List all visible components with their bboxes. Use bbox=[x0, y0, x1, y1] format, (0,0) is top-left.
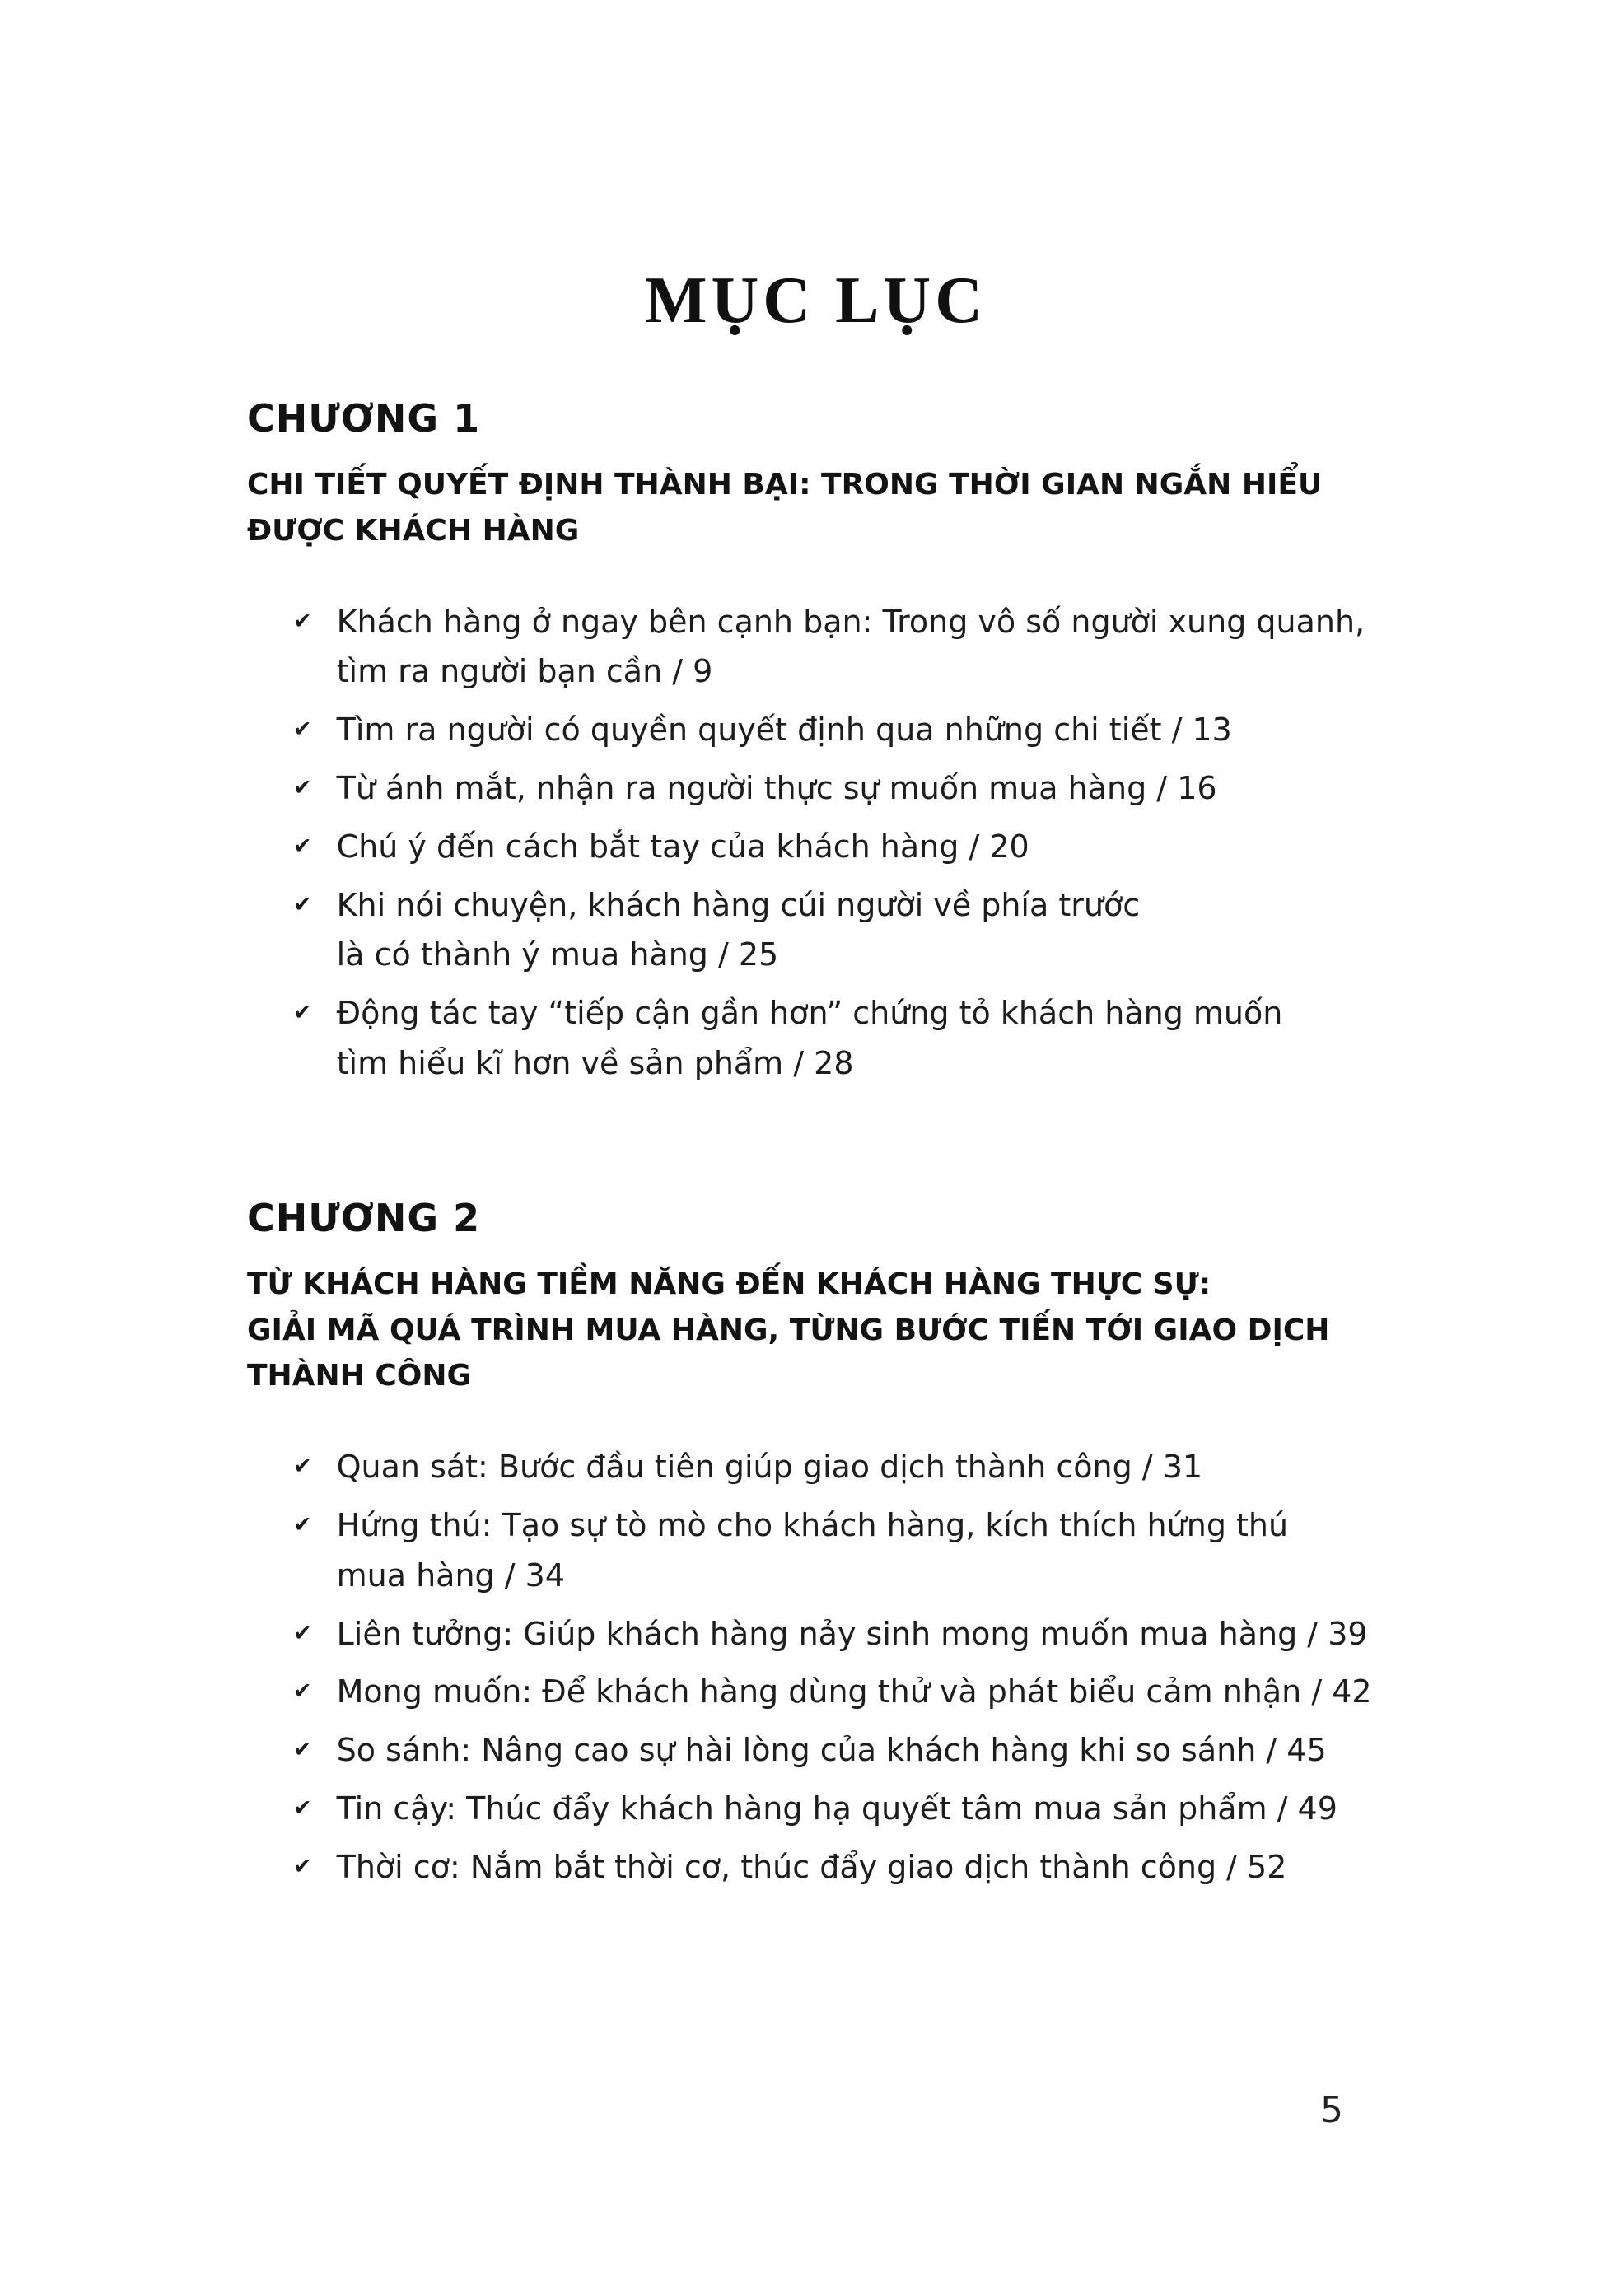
toc-item-line: Chú ý đến cách bắt tay của khách hàng / 20 bbox=[336, 828, 1029, 865]
toc-item bbox=[293, 1842, 1384, 1892]
chapter-subtitle-line: THÀNH CÔNG bbox=[247, 1359, 472, 1393]
toc-item-line: So sánh: Nâng cao sự hài lòng của khách hàng khi so sánh / 45 bbox=[336, 1732, 1327, 1769]
toc-item-text bbox=[337, 705, 1232, 755]
toc-item bbox=[293, 1725, 1384, 1776]
toc-item-line: tìm hiểu kĩ hơn về sản phẩm / 28 bbox=[336, 1044, 854, 1081]
toc-item bbox=[293, 988, 1384, 1089]
chapter-2-label: CHƯƠNG 2 bbox=[247, 1195, 481, 1240]
toc-item-line: Tin cậy: Thúc đẩy khách hàng hạ quyết tâm mua sản phẩm / 49 bbox=[336, 1790, 1337, 1827]
toc-item-line: Liên tưởng: Giúp khách hàng nảy sinh mong muốn mua hàng / 39 bbox=[336, 1615, 1368, 1652]
chapter-subtitle-line: GIẢI MÃ QUÁ TRÌNH MUA HÀNG, TỪNG BƯỚC TIẾN TỚI GIAO DỊCH bbox=[247, 1313, 1330, 1347]
toc-item-line: Khi nói chuyện, khách hàng cúi người về phía trước bbox=[336, 886, 1141, 923]
toc-item-line: Động tác tay “tiếp cận gần hơn” chứng tỏ khách hàng muốn bbox=[336, 995, 1283, 1032]
chapter-1-item-list bbox=[247, 597, 1384, 1089]
checkmark-icon: ✔ bbox=[293, 774, 312, 800]
toc-item-text bbox=[337, 822, 1029, 872]
checkmark-icon: ✔ bbox=[293, 1794, 312, 1821]
toc-item-text bbox=[337, 880, 1140, 981]
toc-item bbox=[293, 763, 1384, 814]
toc-item-text bbox=[337, 1784, 1337, 1834]
toc-item-line: Thời cơ: Nắm bắt thời cơ, thúc đẩy giao dịch thành công / 52 bbox=[336, 1848, 1287, 1885]
checkmark-icon: ✔ bbox=[293, 1620, 312, 1646]
chapter-2-section bbox=[247, 1196, 1384, 1892]
toc-item-line: Khách hàng ở ngay bên cạnh bạn: Trong vô số người xung quanh, bbox=[336, 603, 1365, 640]
chapter-2-subtitle bbox=[247, 1262, 1384, 1399]
toc-item-text bbox=[337, 1842, 1287, 1892]
toc-item-text bbox=[337, 1725, 1327, 1776]
toc-item-text bbox=[337, 1500, 1288, 1601]
chapter-1-subtitle bbox=[247, 462, 1384, 554]
checkmark-icon: ✔ bbox=[293, 1678, 312, 1705]
checkmark-icon: ✔ bbox=[293, 891, 312, 917]
checkmark-icon: ✔ bbox=[293, 833, 312, 859]
toc-item-text bbox=[337, 988, 1283, 1089]
toc-item-line: là có thành ý mua hàng / 25 bbox=[336, 936, 779, 973]
toc-item-line: Mong muốn: Để khách hàng dùng thử và phát biểu cảm nhận / 42 bbox=[336, 1673, 1372, 1710]
toc-item bbox=[293, 822, 1384, 872]
toc-item-text bbox=[337, 1609, 1368, 1659]
checkmark-icon: ✔ bbox=[293, 1853, 312, 1879]
chapter-subtitle-line: CHI TIẾT QUYẾT ĐỊNH THÀNH BẠI: TRONG THỜI GIAN NGẮN HIỂU bbox=[247, 468, 1323, 502]
checkmark-icon: ✔ bbox=[293, 1000, 312, 1026]
chapter-subtitle-line: ĐƯỢC KHÁCH HÀNG bbox=[247, 513, 580, 548]
chapter-subtitle-line: TỪ KHÁCH HÀNG TIỀM NĂNG ĐẾN KHÁCH HÀNG THỰC SỰ: bbox=[247, 1267, 1211, 1301]
toc-item-text bbox=[337, 597, 1365, 698]
chapter-1-label: CHƯƠNG 1 bbox=[247, 396, 481, 441]
toc-item bbox=[293, 597, 1384, 698]
toc-item-text bbox=[337, 1667, 1372, 1717]
toc-item bbox=[293, 1784, 1384, 1834]
toc-item bbox=[293, 1442, 1384, 1492]
checkmark-icon: ✔ bbox=[293, 1511, 312, 1538]
toc-item bbox=[293, 1609, 1384, 1659]
toc-item bbox=[293, 1500, 1384, 1601]
page-number: 5 bbox=[1320, 2089, 1343, 2131]
checkmark-icon: ✔ bbox=[293, 716, 312, 743]
toc-item-line: mua hàng / 34 bbox=[336, 1556, 565, 1594]
chapter-1-section bbox=[247, 396, 1384, 1089]
toc-item-line: Tìm ra người có quyền quyết định qua những chi tiết / 13 bbox=[336, 712, 1232, 749]
toc-item-line: tìm ra người bạn cần / 9 bbox=[336, 653, 713, 690]
checkmark-icon: ✔ bbox=[293, 608, 312, 634]
page-title: MỤC LỤC bbox=[645, 264, 987, 337]
toc-item-text bbox=[337, 763, 1217, 814]
toc-item-line: Hứng thú: Tạo sự tò mò cho khách hàng, kích thích hứng thú bbox=[336, 1506, 1289, 1543]
toc-item bbox=[293, 705, 1384, 755]
checkmark-icon: ✔ bbox=[293, 1737, 312, 1763]
chapter-2-item-list bbox=[247, 1442, 1384, 1892]
toc-item-line: Từ ánh mắt, nhận ra người thực sự muốn mua hàng / 16 bbox=[336, 769, 1217, 806]
toc-item bbox=[293, 1667, 1384, 1717]
toc-item bbox=[293, 880, 1384, 981]
toc-item-line: Quan sát: Bước đầu tiên giúp giao dịch thành công / 31 bbox=[336, 1449, 1203, 1486]
toc-item-text bbox=[337, 1442, 1202, 1492]
checkmark-icon: ✔ bbox=[293, 1454, 312, 1480]
